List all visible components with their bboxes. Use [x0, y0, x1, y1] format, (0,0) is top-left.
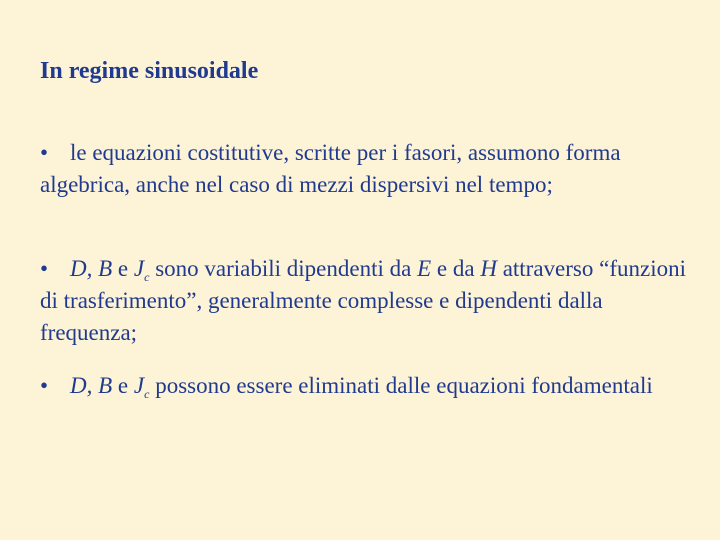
- symbol-h: H: [480, 256, 497, 281]
- symbol-d-b: D, B: [70, 256, 113, 281]
- conjunction-text: e: [112, 373, 134, 398]
- bullet-marker: •: [40, 140, 49, 165]
- conjunction-text: e: [112, 256, 134, 281]
- slide-title: In regime sinusoidale: [40, 58, 259, 84]
- symbol-j: J: [133, 373, 145, 398]
- symbol-d-b: D, B: [70, 373, 113, 398]
- bullet-marker: •: [40, 256, 49, 281]
- bullet-text: le equazioni costitutive, scritte per i fasori, assumono forma algebrica, anche nel caso di mezzi dispersivi nel tempo;: [40, 140, 621, 197]
- symbol-e: E: [417, 256, 432, 281]
- bullet-item-dependent-variables: [40, 253, 690, 349]
- symbol-j-subscript: c: [144, 270, 150, 284]
- bullet-text-rest: attraverso “funzioni di trasferimento”, generalmente complesse e dipendenti dalla frequenza;: [40, 256, 686, 345]
- symbol-j: J: [133, 256, 145, 281]
- bullet-text-middle: sono variabili dipendenti da: [149, 256, 418, 281]
- conjunction-text: e da: [431, 256, 481, 281]
- bullet-marker: •: [40, 373, 49, 398]
- symbol-j-subscript: c: [144, 387, 150, 401]
- bullet-text-rest: possono essere eliminati dalle equazioni fondamentali: [149, 373, 653, 398]
- bullet-item-eliminated: [40, 370, 690, 402]
- bullet-item-constitutive-equations: [40, 137, 690, 201]
